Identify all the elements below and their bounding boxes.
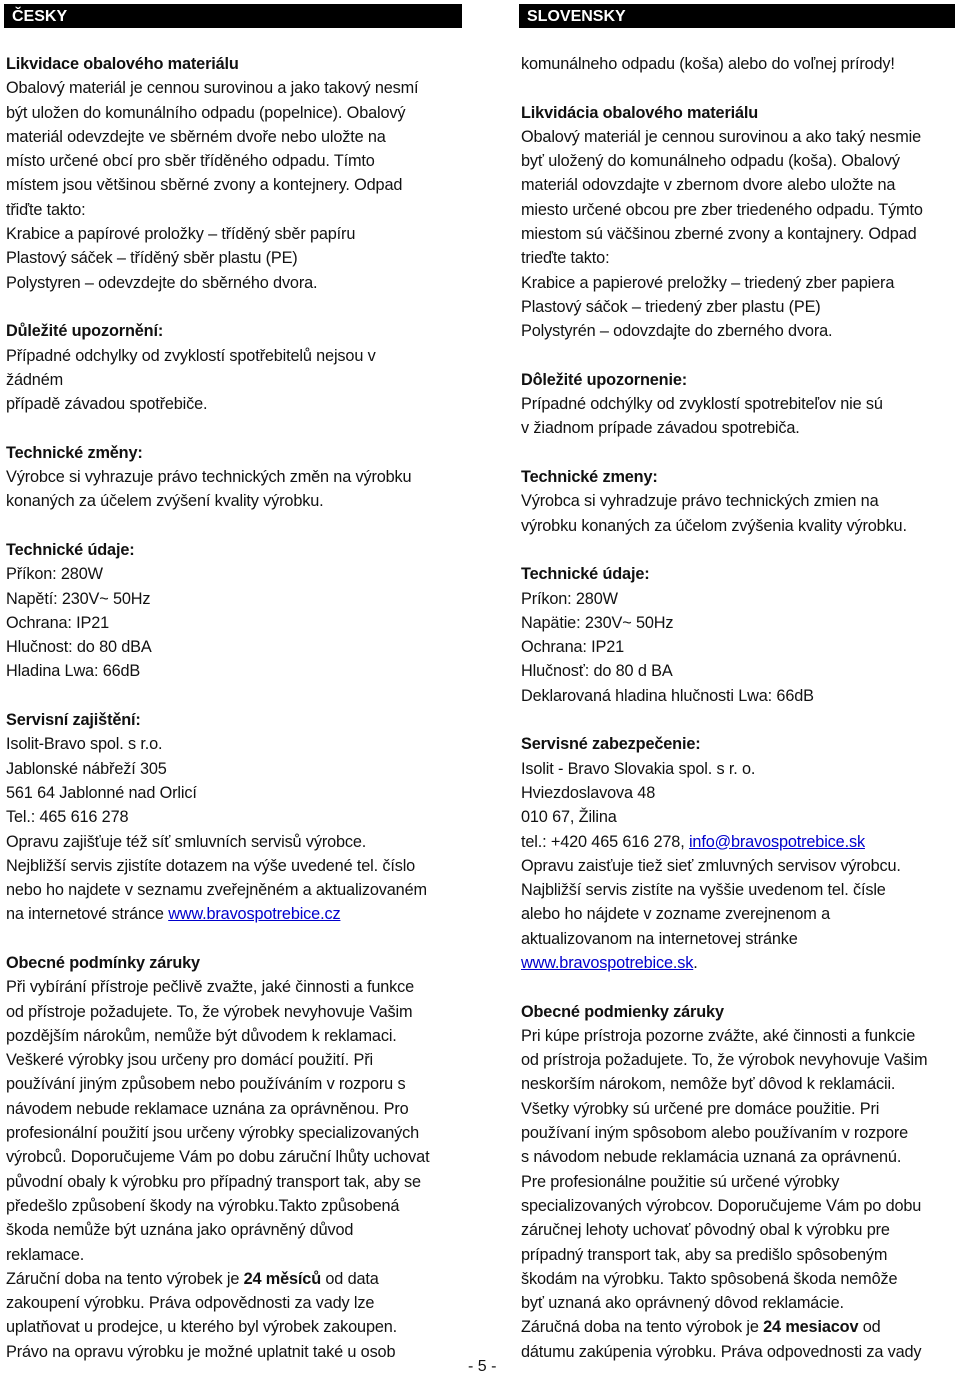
sk-changes-title: Technické zmeny: bbox=[521, 468, 658, 487]
slovak-body bbox=[521, 52, 955, 1364]
text-line: místem jsou většinou sběrné zvony a kontejnery. Odpad bbox=[6, 176, 403, 195]
text-line: Krabice a papierové preložky – triedený zber papiera bbox=[521, 273, 895, 292]
sk-specs-list bbox=[521, 587, 955, 708]
text-line: reklamace. bbox=[6, 1245, 85, 1264]
sk-service-title: Servisné zabezpečenie: bbox=[521, 735, 701, 754]
cz-warranty-title: Obecné podmínky záruky bbox=[6, 953, 200, 972]
text-line: profesionální použití jsou určeny výrobky specializovaných bbox=[6, 1124, 420, 1143]
text-line: Výrobce si vyhrazuje právo technických změn na výrobku bbox=[6, 468, 412, 487]
text-line: Hviezdoslavova 48 bbox=[521, 783, 656, 802]
cz-warranty-text bbox=[6, 975, 462, 1267]
text-line: Ochrana: IP21 bbox=[521, 638, 625, 657]
page-number: - 5 - bbox=[468, 1358, 497, 1375]
sk-warranty-tail bbox=[521, 1340, 955, 1364]
text-line: žádném bbox=[6, 370, 64, 389]
text-line: místo určené obcí pro sběr tříděného odpadu. Tímto bbox=[6, 152, 375, 171]
text-line: Při vybírání přístroje pečlivě zvažte, jaké činnosti a funkce bbox=[6, 978, 415, 997]
text-line: Opravu zaisťuje tiež sieť zmluvných servisov výrobcu. bbox=[521, 856, 901, 875]
text-line: Isolit - Bravo Slovakia spol. s r. o. bbox=[521, 759, 756, 778]
sk-period-bold: 24 mesiacov bbox=[763, 1318, 859, 1337]
text-line: materiál odovzdajte v zbernom dvore alebo uložte na bbox=[521, 176, 896, 195]
text-line: Pre profesionálne použitie sú určené výrobky bbox=[521, 1172, 840, 1191]
text-line: Krabice a papírové proložky – tříděný sběr papíru bbox=[6, 225, 356, 244]
sk-warning-text bbox=[521, 392, 955, 441]
sk-top-line: komunálneho odpadu (koša) alebo do voľnej prírody! bbox=[521, 55, 895, 73]
text-line: Príkon: 280W bbox=[521, 589, 618, 608]
sk-period-suffix: od bbox=[858, 1318, 881, 1337]
cz-warning-title: Důležité upozornění: bbox=[6, 322, 164, 341]
text-line: neskorším nárokom, nemôže byť dôvod k reklamácii. bbox=[521, 1075, 896, 1094]
sk-email-link[interactable]: info@bravospotrebice.sk bbox=[688, 832, 865, 851]
text-line: škodám na výrobku. Takto spôsobená škoda nemôže bbox=[521, 1269, 898, 1288]
text-line: trieďte takto: bbox=[521, 249, 610, 268]
cz-warranty-period bbox=[6, 1267, 462, 1291]
slovak-column bbox=[519, 0, 955, 1361]
text-line: předešlo způsobení škody na výrobku.Takto způsobená bbox=[6, 1196, 400, 1215]
text-line: Hladina Lwa: 66dB bbox=[6, 662, 141, 681]
text-line: materiál odevzdejte ve sběrném dvoře nebo uložte na bbox=[6, 127, 386, 146]
sk-disposal-title: Likvidácia obalového materiálu bbox=[521, 103, 759, 122]
text-line: prípadný transport tak, aby sa predišlo spôsobeným bbox=[521, 1245, 888, 1264]
cz-period-bold: 24 měsíců bbox=[243, 1269, 322, 1288]
text-line: nebo ho najdete v seznamu zveřejněném a aktualizovaném bbox=[6, 881, 427, 900]
text-line: Veškeré výrobky jsou určeny pro domácí použití. Při bbox=[6, 1051, 373, 1070]
text-line: Obalový materiál je cennou surovinou a ako taký nesmie bbox=[521, 127, 922, 146]
text-line: aktualizovanom na internetovej stránke bbox=[521, 929, 798, 948]
text-line: konaných za účelem zvýšení kvality výrobku. bbox=[6, 492, 324, 511]
text-line: Výrobca si vyhradzuje právo technických zmien na bbox=[521, 492, 879, 511]
sk-warranty-text bbox=[521, 1024, 955, 1316]
text-line: Isolit-Bravo spol. s r.o. bbox=[6, 735, 163, 754]
cz-warning-text bbox=[6, 344, 462, 417]
sk-website-link[interactable]: www.bravospotrebice.sk bbox=[521, 953, 694, 972]
text-line: Plastový sáček – tříděný sběr plastu (PE) bbox=[6, 249, 298, 268]
cz-service-web-line bbox=[6, 902, 462, 926]
text-line: Jablonské nábřeží 305 bbox=[6, 759, 167, 778]
text-line: od přístroje požadujete. To, že výrobek nevyhovuje Vašim bbox=[6, 1002, 413, 1021]
text-line: s návodom nebude reklamácia uznaná za oprávnenú. bbox=[521, 1148, 902, 1167]
text-line: uplatňovat u prodejce, u kterého byl výrobek zakoupen. bbox=[6, 1318, 398, 1337]
text-line: Plastový sáčok – triedený zber plastu (PE) bbox=[521, 297, 821, 316]
cz-warranty-tail bbox=[6, 1291, 462, 1364]
sk-service-text bbox=[521, 757, 955, 830]
text-line: zakoupení výrobku. Práva odpovědnosti za vady lze bbox=[6, 1294, 375, 1313]
text-line: v žiadnom prípade závadou spotrebiča. bbox=[521, 419, 800, 438]
text-line: používaní iným spôsobom alebo používaním v rozpore bbox=[521, 1124, 909, 1143]
text-line: původní obaly k výrobku pro případný transport tak, aby se bbox=[6, 1172, 421, 1191]
cz-period-suffix: od data bbox=[321, 1269, 379, 1288]
text-line: miestom sú väčšinou zberné zvony a kontajnery. Odpad bbox=[521, 225, 917, 244]
sk-service-text-2 bbox=[521, 854, 955, 951]
text-line: Ochrana: IP21 bbox=[6, 613, 110, 632]
text-line: Právo na opravu výrobku je možné uplatnit také u osob bbox=[6, 1342, 396, 1361]
text-line: být uložen do komunálního odpadu (popelnice). Obalový bbox=[6, 103, 406, 122]
text-line: od prístroja požadujete. To, že výrobok nevyhovuje Vašim bbox=[521, 1051, 928, 1070]
sk-tel-line bbox=[521, 830, 955, 854]
sk-web-suffix: . bbox=[693, 953, 698, 972]
text-line: miesto určené obcou pre zber triedeného odpadu. Týmto bbox=[521, 200, 923, 219]
cz-service-title: Servisní zajištění: bbox=[6, 711, 141, 730]
text-line: Polystyren – odevzdejte do sběrného dvora. bbox=[6, 273, 318, 292]
sk-web-line bbox=[521, 951, 955, 975]
sk-disposal-text bbox=[521, 125, 955, 344]
text-line: Najbližší servis zistíte na vyššie uvedenom tel. čísle bbox=[521, 881, 886, 900]
text-line: Příkon: 280W bbox=[6, 565, 103, 584]
text-line: třiďte takto: bbox=[6, 200, 86, 219]
czech-column bbox=[4, 0, 462, 1361]
text-line: byť uložený do komunálneho odpadu (koša). Obalový bbox=[521, 152, 900, 171]
czech-header: ČESKY bbox=[4, 4, 462, 28]
text-line: návodem nebude reklamace uznána za oprávněnou. Pro bbox=[6, 1099, 409, 1118]
sk-warning-title: Dôležité upozornenie: bbox=[521, 370, 687, 389]
text-line: Deklarovaná hladina hlučnosti Lwa: 66dB bbox=[521, 686, 814, 705]
text-line: Napätie: 230V~ 50Hz bbox=[521, 613, 674, 632]
text-line: pozdějším nárokům, nemůže být důvodem k reklamaci. bbox=[6, 1026, 397, 1045]
text-line: Napětí: 230V~ 50Hz bbox=[6, 589, 151, 608]
cz-web-prefix: na internetové stránce bbox=[6, 905, 169, 924]
text-line: Polystyrén – odovzdajte do zberného dvora. bbox=[521, 322, 833, 341]
text-line: 010 67, Žilina bbox=[521, 808, 617, 827]
text-line: výrobců. Doporučujeme Vám po dobu záruční lhůty uchovat bbox=[6, 1148, 430, 1167]
cz-service-text bbox=[6, 732, 462, 902]
text-line: Nejbližší servis zjistíte dotazem na výše uvedené tel. číslo bbox=[6, 856, 416, 875]
text-line: Obalový materiál je cennou surovinou a jako takový nesmí bbox=[6, 79, 419, 98]
sk-changes-text bbox=[521, 489, 955, 538]
text-line: Tel.: 465 616 278 bbox=[6, 808, 129, 827]
text-line: specializovaných výrobcov. Doporučujeme Vám po dobu bbox=[521, 1196, 922, 1215]
text-line: Prípadné odchýlky od zvyklostí spotrebiteľov nie sú bbox=[521, 395, 883, 414]
text-line: byť uznaná ako oprávnený dôvod reklamácie. bbox=[521, 1294, 844, 1313]
sk-warranty-title: Obecné podmienky záruky bbox=[521, 1002, 724, 1021]
text-line: používání jiným způsobem nebo používáním v rozporu s bbox=[6, 1075, 406, 1094]
sk-tel-prefix: tel.: +420 465 616 278, bbox=[521, 832, 689, 851]
text-line: Hlučnost: do 80 dBA bbox=[6, 638, 152, 657]
czech-body bbox=[6, 52, 462, 1364]
sk-warranty-period bbox=[521, 1315, 955, 1339]
sk-period-prefix: Záručná doba na tento výrobok je bbox=[521, 1318, 764, 1337]
text-line: Hlučnosť: do 80 d BA bbox=[521, 662, 673, 681]
cz-specs-list bbox=[6, 562, 462, 683]
cz-website-link[interactable]: www.bravospotrebice.cz bbox=[168, 905, 341, 924]
cz-period-prefix: Záruční doba na tento výrobek je bbox=[6, 1269, 244, 1288]
slovak-header: SLOVENSKY bbox=[519, 4, 955, 28]
cz-changes-title: Technické změny: bbox=[6, 443, 143, 462]
sk-specs-title: Technické údaje: bbox=[521, 565, 650, 584]
text-line: záručnej lehoty uchovať pôvodný obal k výrobku pre bbox=[521, 1221, 890, 1240]
text-line: Případné odchylky od zvyklostí spotřebitelů nejsou v bbox=[6, 346, 376, 365]
cz-specs-title: Technické údaje: bbox=[6, 540, 135, 559]
cz-disposal-text bbox=[6, 76, 462, 295]
text-line: výrobku konaných za účelom zvýšenia kvality výrobku. bbox=[521, 516, 907, 535]
text-line: případě závadou spotřebiče. bbox=[6, 395, 208, 414]
text-line: alebo ho nájdete v zozname zverejnenom a bbox=[521, 905, 830, 924]
text-line: Pri kúpe prístroja pozorne zvážte, aké činnosti a funkcie bbox=[521, 1026, 916, 1045]
text-line: Všetky výrobky sú určené pre domáce použitie. Pri bbox=[521, 1099, 880, 1118]
text-line: dátumu zakúpenia výrobku. Práva odpovednosti za vady bbox=[521, 1342, 922, 1361]
cz-changes-text bbox=[6, 465, 462, 514]
text-line: Opravu zajišťuje též síť smluvních servisů výrobce. bbox=[6, 832, 367, 851]
text-line: 561 64 Jablonné nad Orlicí bbox=[6, 783, 197, 802]
cz-disposal-title: Likvidace obalového materiálu bbox=[6, 55, 239, 73]
text-line: škoda nemůže být uznána jako oprávněný důvod bbox=[6, 1221, 354, 1240]
